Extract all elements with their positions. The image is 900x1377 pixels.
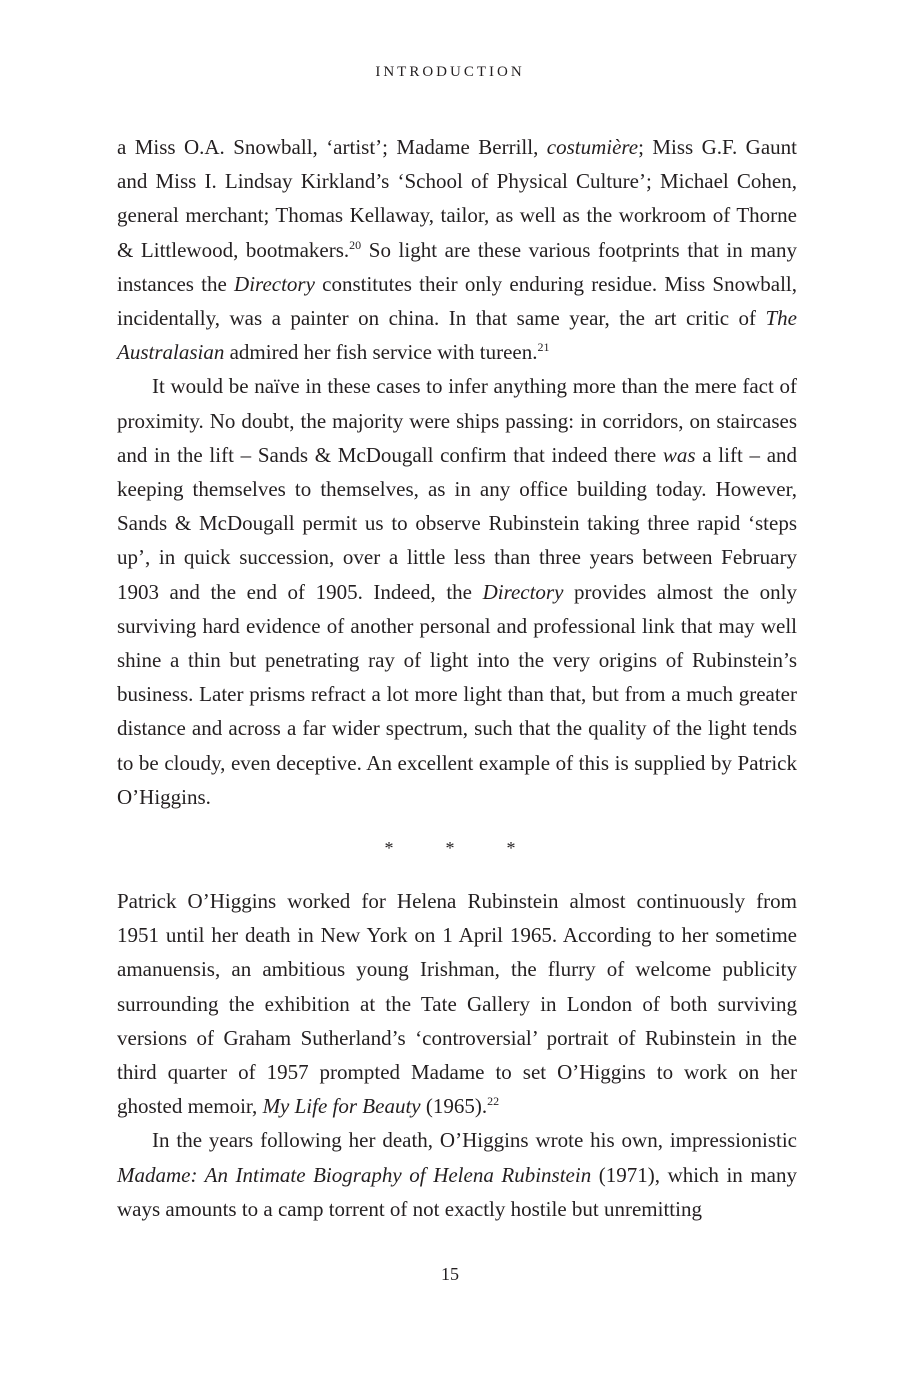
section-break-asterisk: * (506, 838, 516, 858)
page-number: 15 (441, 1264, 459, 1284)
paragraph-1: a Miss O.A. Snowball, ‘artist’; Madame Berrill, costumière; Miss G.F. Gaunt and Miss I. Lindsay Kirkland’s ‘School of Physical Culture’; Michael Cohen, general merchant; Thomas Kellaway, tailor, as well as the workroom of Thorne & Littlewood, bootmakers.$^{20}$ So light are these various footprints that in many instances the Directory constitutes their only enduring residue. Miss Snowball, incidentally, was a painter on china. In that same year, the art critic of The Australasian admired her fish service with tureen.$^{21}$ (117, 135, 797, 365)
section-break-asterisk: * (384, 838, 394, 858)
text-block-upper (117, 130, 797, 814)
section-break (0, 838, 900, 859)
section-break-asterisk: * (445, 838, 455, 858)
footnote-ref-22[interactable]: 22 (487, 1094, 500, 1109)
footnote-ref-21[interactable]: 21 (537, 340, 550, 355)
paragraph-2: It would be naïve in these cases to infer anything more than the mere fact of proximity. No doubt, the majority were ships passing: in corridors, on staircases and in the lift – Sands & McDougall confirm that indeed there was a lift – and keeping themselves to themselves, as in any office building today. However, Sands & McDougall permit us to observe Rubinstein taking three rapid ‘steps up’, in quick succession, over a little less than three years between February 1903 and the end of 1905. Indeed, the Directory provides almost the only surviving hard evidence of another personal and professional link that may well shine a thin but penetrating ray of light into the very origins of Rubinstein’s business. Later prisms refract a lot more light than that, but from a much greater distance and across a far wider spectrum, such that the quality of the light tends to be cloudy, even deceptive. An excellent example of this is supplied by Patrick O’Higgins. (117, 374, 798, 809)
running-head: INTRODUCTION (375, 64, 525, 80)
footnote-ref-20[interactable]: 20 (349, 237, 362, 252)
paragraph-4: In the years following her death, O’Higgins wrote his own, impressionistic Madame: An Intimate Biography of Helena Rubinstein (1971), which in many ways amounts to a camp torrent of not exactly hostile but unremitting (117, 1128, 798, 1221)
text-block-lower (117, 884, 797, 1226)
paragraph-3: Patrick O’Higgins worked for Helena Rubinstein almost continuously from 1951 until her death in New York on 1 April 1965. According to her sometime amanuensis, an ambitious young Irishman, the flurry of welcome publicity surrounding the exhibition at the Tate Gallery in London of both surviving versions of Graham Sutherland’s ‘controversial’ portrait of Rubinstein in the third quarter of 1957 prompted Madame to set O’Higgins to work on her ghosted memoir, My Life for Beauty (1965).$^{22}$ (117, 889, 797, 1119)
